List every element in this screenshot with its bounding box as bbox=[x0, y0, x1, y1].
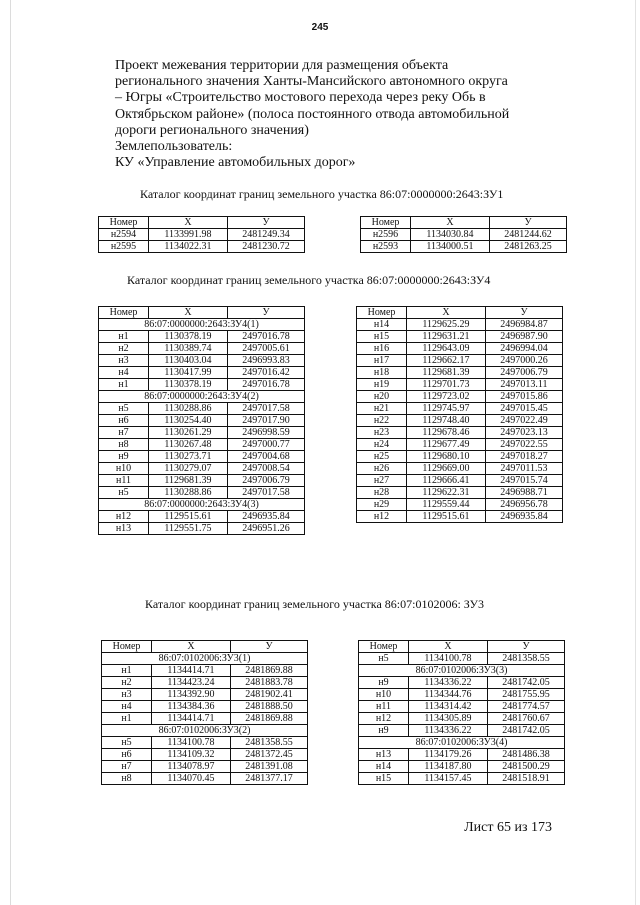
y-coordinate-cell: 2481755.95 bbox=[488, 689, 565, 701]
point-number-cell: н7 bbox=[102, 761, 152, 773]
y-coordinate-cell: 2481742.05 bbox=[488, 725, 565, 737]
y-coordinate-cell: 2497004.68 bbox=[228, 451, 305, 463]
point-number-cell: н8 bbox=[99, 439, 149, 451]
table-row bbox=[357, 331, 563, 343]
y-coordinate-cell: 2481518.91 bbox=[488, 773, 565, 785]
x-coordinate-cell: 1129662.17 bbox=[407, 355, 486, 367]
header-x: X bbox=[411, 217, 490, 229]
x-coordinate-cell: 1129669.00 bbox=[407, 463, 486, 475]
y-coordinate-cell: 2481869.88 bbox=[231, 665, 308, 677]
section-row bbox=[99, 319, 305, 331]
x-coordinate-cell: 1134070.45 bbox=[152, 773, 231, 785]
y-coordinate-cell: 2497016.78 bbox=[228, 379, 305, 391]
table-row bbox=[361, 241, 567, 253]
y-coordinate-cell: 2481230.72 bbox=[228, 241, 305, 253]
point-number-cell: н5 bbox=[99, 403, 149, 415]
x-coordinate-cell: 1130378.19 bbox=[149, 379, 228, 391]
x-coordinate-cell: 1134078.97 bbox=[152, 761, 231, 773]
header-y: У bbox=[231, 641, 308, 653]
header-y: У bbox=[486, 307, 563, 319]
table-row bbox=[359, 761, 565, 773]
x-coordinate-cell: 1129515.61 bbox=[407, 511, 486, 523]
y-coordinate-cell: 2481486.38 bbox=[488, 749, 565, 761]
point-number-cell: н12 bbox=[359, 713, 409, 725]
point-number-cell: н5 bbox=[102, 737, 152, 749]
header-number: Номер bbox=[361, 217, 411, 229]
y-coordinate-cell: 2497017.90 bbox=[228, 415, 305, 427]
x-coordinate-cell: 1130288.86 bbox=[149, 403, 228, 415]
y-coordinate-cell: 2481902.41 bbox=[231, 689, 308, 701]
section-label: 86:07:0102006:ЗУ3(1) bbox=[102, 653, 308, 665]
point-number-cell: н20 bbox=[357, 391, 407, 403]
point-number-cell: н1 bbox=[99, 331, 149, 343]
table-row bbox=[357, 379, 563, 391]
header-number: Номер bbox=[102, 641, 152, 653]
point-number-cell: н1 bbox=[102, 665, 152, 677]
header-number: Номер bbox=[99, 307, 149, 319]
y-coordinate-cell: 2497000.77 bbox=[228, 439, 305, 451]
y-coordinate-cell: 2497016.78 bbox=[228, 331, 305, 343]
point-number-cell: н15 bbox=[357, 331, 407, 343]
x-coordinate-cell: 1134109.32 bbox=[152, 749, 231, 761]
point-number-cell: н27 bbox=[357, 475, 407, 487]
point-number-cell: н9 bbox=[99, 451, 149, 463]
header-x: X bbox=[149, 217, 228, 229]
x-coordinate-cell: 1129723.02 bbox=[407, 391, 486, 403]
table-row bbox=[357, 487, 563, 499]
y-coordinate-cell: 2497015.86 bbox=[486, 391, 563, 403]
table-row bbox=[359, 773, 565, 785]
table-row bbox=[359, 701, 565, 713]
x-coordinate-cell: 1134030.84 bbox=[411, 229, 490, 241]
title-line: Октябрьском районе» (полоса постоянного отвода автомобильной bbox=[115, 106, 510, 122]
point-number-cell: н22 bbox=[357, 415, 407, 427]
y-coordinate-cell: 2481500.29 bbox=[488, 761, 565, 773]
point-number-cell: н5 bbox=[359, 653, 409, 665]
y-coordinate-cell: 2481372.45 bbox=[231, 749, 308, 761]
x-coordinate-cell: 1130378.19 bbox=[149, 331, 228, 343]
x-coordinate-cell: 1129625.29 bbox=[407, 319, 486, 331]
x-coordinate-cell: 1134314.42 bbox=[409, 701, 488, 713]
table-row bbox=[357, 451, 563, 463]
x-coordinate-cell: 1134000.51 bbox=[411, 241, 490, 253]
section-row bbox=[359, 665, 565, 677]
point-number-cell: н2 bbox=[99, 343, 149, 355]
point-number-cell: н2 bbox=[102, 677, 152, 689]
point-number-cell: н23 bbox=[357, 427, 407, 439]
y-coordinate-cell: 2497008.54 bbox=[228, 463, 305, 475]
point-number-cell: н11 bbox=[359, 701, 409, 713]
x-coordinate-cell: 1130279.07 bbox=[149, 463, 228, 475]
x-coordinate-cell: 1129551.75 bbox=[149, 523, 228, 535]
table-row bbox=[361, 229, 567, 241]
coordinates-table-zu1-left bbox=[98, 216, 305, 253]
table-row bbox=[359, 725, 565, 737]
x-coordinate-cell: 1134100.78 bbox=[152, 737, 231, 749]
x-coordinate-cell: 1129515.61 bbox=[149, 511, 228, 523]
section-row bbox=[359, 737, 565, 749]
table-row bbox=[99, 379, 305, 391]
table-row bbox=[99, 241, 305, 253]
y-coordinate-cell: 2497005.61 bbox=[228, 343, 305, 355]
y-coordinate-cell: 2481742.05 bbox=[488, 677, 565, 689]
table-row bbox=[357, 343, 563, 355]
x-coordinate-cell: 1134336.22 bbox=[409, 677, 488, 689]
table-row bbox=[99, 331, 305, 343]
point-number-cell: н9 bbox=[359, 677, 409, 689]
y-coordinate-cell: 2496956.78 bbox=[486, 499, 563, 511]
point-number-cell: н4 bbox=[102, 701, 152, 713]
y-coordinate-cell: 2497016.42 bbox=[228, 367, 305, 379]
point-number-cell: н2596 bbox=[361, 229, 411, 241]
x-coordinate-cell: 1134423.24 bbox=[152, 677, 231, 689]
y-coordinate-cell: 2496988.71 bbox=[486, 487, 563, 499]
point-number-cell: н26 bbox=[357, 463, 407, 475]
point-number-cell: н7 bbox=[99, 427, 149, 439]
point-number-cell: н8 bbox=[102, 773, 152, 785]
title-line: Проект межевания территории для размещения объекта bbox=[115, 58, 449, 73]
caption-zu1: Каталог координат границ земельного участка 86:07:0000000:2643:ЗУ1 bbox=[140, 187, 504, 201]
x-coordinate-cell: 1134022.31 bbox=[149, 241, 228, 253]
x-coordinate-cell: 1130273.71 bbox=[149, 451, 228, 463]
table-row bbox=[357, 319, 563, 331]
table-row bbox=[99, 523, 305, 535]
header-number: Номер bbox=[99, 217, 149, 229]
point-number-cell: н3 bbox=[102, 689, 152, 701]
x-coordinate-cell: 1134305.89 bbox=[409, 713, 488, 725]
table-row bbox=[99, 439, 305, 451]
y-coordinate-cell: 2497015.74 bbox=[486, 475, 563, 487]
x-coordinate-cell: 1130267.48 bbox=[149, 439, 228, 451]
y-coordinate-cell: 2481263.25 bbox=[490, 241, 567, 253]
header-x: X bbox=[152, 641, 231, 653]
y-coordinate-cell: 2497017.58 bbox=[228, 403, 305, 415]
y-coordinate-cell: 2497017.58 bbox=[228, 487, 305, 499]
table-row bbox=[99, 229, 305, 241]
y-coordinate-cell: 2481244.62 bbox=[490, 229, 567, 241]
table-row bbox=[357, 511, 563, 523]
section-row bbox=[102, 725, 308, 737]
section-label: 86:07:0102006:ЗУ3(4) bbox=[359, 737, 565, 749]
x-coordinate-cell: 1129678.46 bbox=[407, 427, 486, 439]
y-coordinate-cell: 2496935.84 bbox=[486, 511, 563, 523]
y-coordinate-cell: 2481883.78 bbox=[231, 677, 308, 689]
table-row bbox=[102, 689, 308, 701]
table-row bbox=[102, 761, 308, 773]
header-number: Номер bbox=[357, 307, 407, 319]
x-coordinate-cell: 1129748.40 bbox=[407, 415, 486, 427]
section-label: 86:07:0000000:2643:ЗУ4(3) bbox=[99, 499, 305, 511]
x-coordinate-cell: 1134100.78 bbox=[409, 653, 488, 665]
table-row bbox=[359, 689, 565, 701]
point-number-cell: н2595 bbox=[99, 241, 149, 253]
section-row bbox=[99, 499, 305, 511]
x-coordinate-cell: 1134392.90 bbox=[152, 689, 231, 701]
y-coordinate-cell: 2496998.59 bbox=[228, 427, 305, 439]
y-coordinate-cell: 2497006.79 bbox=[228, 475, 305, 487]
point-number-cell: н18 bbox=[357, 367, 407, 379]
point-number-cell: н14 bbox=[359, 761, 409, 773]
table-row bbox=[99, 451, 305, 463]
table-row bbox=[357, 439, 563, 451]
point-number-cell: н3 bbox=[99, 355, 149, 367]
x-coordinate-cell: 1129681.39 bbox=[407, 367, 486, 379]
title-line: – Югры «Строительство мостового перехода через реку Обь в bbox=[115, 90, 486, 106]
land-user-label: Землепользователь: bbox=[115, 139, 233, 155]
point-number-cell: н2593 bbox=[361, 241, 411, 253]
x-coordinate-cell: 1129643.09 bbox=[407, 343, 486, 355]
y-coordinate-cell: 2481249.34 bbox=[228, 229, 305, 241]
x-coordinate-cell: 1129680.10 bbox=[407, 451, 486, 463]
table-row bbox=[102, 737, 308, 749]
x-coordinate-cell: 1134157.45 bbox=[409, 773, 488, 785]
point-number-cell: н9 bbox=[359, 725, 409, 737]
table-row bbox=[99, 463, 305, 475]
header-x: X bbox=[409, 641, 488, 653]
land-user-name: КУ «Управление автомобильных дорог» bbox=[115, 155, 356, 171]
point-number-cell: н1 bbox=[102, 713, 152, 725]
x-coordinate-cell: 1134344.76 bbox=[409, 689, 488, 701]
table-row bbox=[102, 701, 308, 713]
x-coordinate-cell: 1129677.49 bbox=[407, 439, 486, 451]
table-row bbox=[357, 415, 563, 427]
x-coordinate-cell: 1129559.44 bbox=[407, 499, 486, 511]
table-row bbox=[99, 475, 305, 487]
section-row bbox=[102, 653, 308, 665]
table-row bbox=[99, 487, 305, 499]
table-row bbox=[357, 391, 563, 403]
table-row bbox=[102, 665, 308, 677]
point-number-cell: н13 bbox=[99, 523, 149, 535]
x-coordinate-cell: 1129631.21 bbox=[407, 331, 486, 343]
table-row bbox=[99, 511, 305, 523]
table-row bbox=[99, 355, 305, 367]
y-coordinate-cell: 2481774.57 bbox=[488, 701, 565, 713]
point-number-cell: н12 bbox=[99, 511, 149, 523]
point-number-cell: н29 bbox=[357, 499, 407, 511]
coordinates-table-zu4-right bbox=[356, 306, 563, 523]
y-coordinate-cell: 2481358.55 bbox=[231, 737, 308, 749]
x-coordinate-cell: 1129622.31 bbox=[407, 487, 486, 499]
caption-zu4: Каталог координат границ земельного участка 86:07:0000000:2643:ЗУ4 bbox=[127, 273, 491, 287]
x-coordinate-cell: 1130288.86 bbox=[149, 487, 228, 499]
point-number-cell: н6 bbox=[102, 749, 152, 761]
y-coordinate-cell: 2497011.53 bbox=[486, 463, 563, 475]
x-coordinate-cell: 1134384.36 bbox=[152, 701, 231, 713]
table-row bbox=[357, 463, 563, 475]
point-number-cell: н19 bbox=[357, 379, 407, 391]
table-row bbox=[102, 773, 308, 785]
page-number: 245 bbox=[311, 22, 329, 33]
point-number-cell: н11 bbox=[99, 475, 149, 487]
section-row bbox=[99, 391, 305, 403]
point-number-cell: н10 bbox=[99, 463, 149, 475]
table-row bbox=[359, 713, 565, 725]
x-coordinate-cell: 1134179.26 bbox=[409, 749, 488, 761]
y-coordinate-cell: 2481391.08 bbox=[231, 761, 308, 773]
section-label: 86:07:0102006:ЗУ3(2) bbox=[102, 725, 308, 737]
point-number-cell: н1 bbox=[99, 379, 149, 391]
y-coordinate-cell: 2496951.26 bbox=[228, 523, 305, 535]
page-edge-left bbox=[10, 0, 11, 905]
x-coordinate-cell: 1129681.39 bbox=[149, 475, 228, 487]
table-row bbox=[357, 367, 563, 379]
table-row bbox=[99, 427, 305, 439]
section-label: 86:07:0102006:ЗУ3(3) bbox=[359, 665, 565, 677]
header-y: У bbox=[228, 217, 305, 229]
table-row bbox=[359, 653, 565, 665]
header-y: У bbox=[228, 307, 305, 319]
section-label: 86:07:0000000:2643:ЗУ4(2) bbox=[99, 391, 305, 403]
y-coordinate-cell: 2497015.45 bbox=[486, 403, 563, 415]
x-coordinate-cell: 1133991.98 bbox=[149, 229, 228, 241]
coordinates-table-zu3-right bbox=[358, 640, 565, 785]
x-coordinate-cell: 1134414.71 bbox=[152, 665, 231, 677]
point-number-cell: н13 bbox=[359, 749, 409, 761]
y-coordinate-cell: 2481377.17 bbox=[231, 773, 308, 785]
y-coordinate-cell: 2497022.49 bbox=[486, 415, 563, 427]
y-coordinate-cell: 2481869.88 bbox=[231, 713, 308, 725]
header-number: Номер bbox=[359, 641, 409, 653]
header-x: X bbox=[149, 307, 228, 319]
table-row bbox=[359, 749, 565, 761]
y-coordinate-cell: 2496994.04 bbox=[486, 343, 563, 355]
coordinates-table-zu3-left bbox=[101, 640, 308, 785]
header-y: У bbox=[488, 641, 565, 653]
table-row bbox=[102, 713, 308, 725]
y-coordinate-cell: 2481888.50 bbox=[231, 701, 308, 713]
point-number-cell: н4 bbox=[99, 367, 149, 379]
y-coordinate-cell: 2496993.83 bbox=[228, 355, 305, 367]
x-coordinate-cell: 1130261.29 bbox=[149, 427, 228, 439]
x-coordinate-cell: 1129666.41 bbox=[407, 475, 486, 487]
x-coordinate-cell: 1130254.40 bbox=[149, 415, 228, 427]
document-title-block bbox=[115, 58, 535, 171]
y-coordinate-cell: 2497022.55 bbox=[486, 439, 563, 451]
point-number-cell: н5 bbox=[99, 487, 149, 499]
sheet-counter: Лист 65 из 173 bbox=[464, 820, 552, 835]
title-line: регионального значения Ханты-Мансийского автономного округа bbox=[115, 74, 508, 90]
table-row bbox=[359, 677, 565, 689]
point-number-cell: н12 bbox=[357, 511, 407, 523]
point-number-cell: н25 bbox=[357, 451, 407, 463]
y-coordinate-cell: 2497018.27 bbox=[486, 451, 563, 463]
coordinates-table-zu1-right bbox=[360, 216, 567, 253]
table-row bbox=[102, 677, 308, 689]
point-number-cell: н2594 bbox=[99, 229, 149, 241]
x-coordinate-cell: 1134187.80 bbox=[409, 761, 488, 773]
table-row bbox=[99, 403, 305, 415]
table-row bbox=[99, 415, 305, 427]
section-label: 86:07:0000000:2643:ЗУ4(1) bbox=[99, 319, 305, 331]
table-row bbox=[102, 749, 308, 761]
point-number-cell: н6 bbox=[99, 415, 149, 427]
y-coordinate-cell: 2496987.90 bbox=[486, 331, 563, 343]
y-coordinate-cell: 2496935.84 bbox=[228, 511, 305, 523]
x-coordinate-cell: 1129701.73 bbox=[407, 379, 486, 391]
point-number-cell: н17 bbox=[357, 355, 407, 367]
table-row bbox=[357, 427, 563, 439]
point-number-cell: н24 bbox=[357, 439, 407, 451]
y-coordinate-cell: 2481358.55 bbox=[488, 653, 565, 665]
y-coordinate-cell: 2496984.87 bbox=[486, 319, 563, 331]
table-row bbox=[357, 475, 563, 487]
title-line: дороги регионального значения) bbox=[115, 122, 309, 138]
table-row bbox=[99, 343, 305, 355]
x-coordinate-cell: 1129745.97 bbox=[407, 403, 486, 415]
y-coordinate-cell: 2497013.11 bbox=[486, 379, 563, 391]
point-number-cell: н28 bbox=[357, 487, 407, 499]
y-coordinate-cell: 2497006.79 bbox=[486, 367, 563, 379]
x-coordinate-cell: 1134414.71 bbox=[152, 713, 231, 725]
table-row bbox=[357, 355, 563, 367]
table-row bbox=[357, 499, 563, 511]
x-coordinate-cell: 1134336.22 bbox=[409, 725, 488, 737]
y-coordinate-cell: 2497023.13 bbox=[486, 427, 563, 439]
point-number-cell: н16 bbox=[357, 343, 407, 355]
y-coordinate-cell: 2481760.67 bbox=[488, 713, 565, 725]
x-coordinate-cell: 1130403.04 bbox=[149, 355, 228, 367]
table-row bbox=[99, 367, 305, 379]
caption-zu3: Каталог координат границ земельного участка 86:07:0102006: ЗУ3 bbox=[145, 597, 484, 611]
page-edge-right bbox=[635, 0, 636, 905]
point-number-cell: н10 bbox=[359, 689, 409, 701]
point-number-cell: н14 bbox=[357, 319, 407, 331]
header-y: У bbox=[490, 217, 567, 229]
table-row bbox=[357, 403, 563, 415]
point-number-cell: н15 bbox=[359, 773, 409, 785]
point-number-cell: н21 bbox=[357, 403, 407, 415]
y-coordinate-cell: 2497000.26 bbox=[486, 355, 563, 367]
x-coordinate-cell: 1130389.74 bbox=[149, 343, 228, 355]
coordinates-table-zu4-left bbox=[98, 306, 305, 535]
header-x: X bbox=[407, 307, 486, 319]
x-coordinate-cell: 1130417.99 bbox=[149, 367, 228, 379]
